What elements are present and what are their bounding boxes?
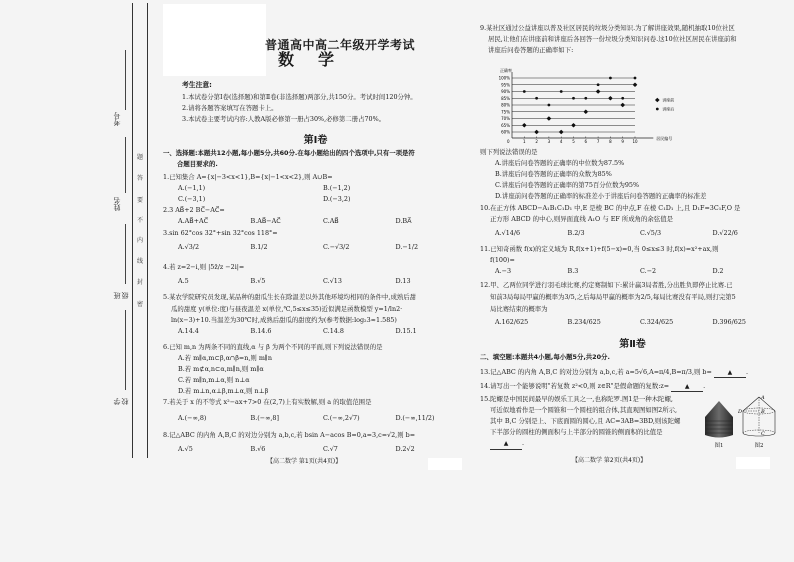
footer-blank-box: [736, 457, 770, 469]
section-2-title: 第Ⅱ卷: [619, 339, 646, 350]
option-d: D.BA⃗: [395, 217, 412, 225]
seal-char: 封: [136, 279, 143, 286]
seal-char: 不: [136, 217, 143, 224]
question-stem: 8.记△ABC 的内角 A,B,C 的对边分别为 a,b,c,若 bsin A−acos B=0,a=3,c=√2,则 b=: [163, 431, 416, 439]
answer-blank[interactable]: ▲: [490, 438, 522, 450]
exam-number-field[interactable]: [113, 50, 127, 130]
question-stem: 4.若 z=2−i,则 |5z̄/z −2i|=: [163, 263, 245, 271]
question-stem-line: 局比赛结束的概率为: [490, 305, 548, 313]
question-6: [163, 342, 468, 397]
option-d: D.√22/6: [712, 229, 738, 237]
svg-text:正确率: 正确率: [500, 68, 512, 73]
option-b: B.讲座后问卷答题的正确率的众数为85%: [495, 170, 612, 178]
svg-text:70%: 70%: [501, 116, 510, 121]
question-prompt: 则下列说法错误的是: [480, 148, 538, 156]
option-a: A.5: [178, 277, 189, 285]
question-4: [163, 262, 468, 287]
seal-char: 答: [136, 175, 143, 182]
question-8: [163, 430, 468, 455]
question-11: [480, 244, 785, 277]
svg-text:9: 9: [621, 139, 624, 144]
svg-text:讲座前: 讲座前: [662, 97, 675, 103]
class-field[interactable]: [113, 224, 127, 299]
exam-title: 普通高中高二年级开学考试: [265, 38, 416, 52]
svg-text:65%: 65%: [501, 122, 510, 128]
svg-text:90%: 90%: [501, 89, 510, 94]
svg-text:居民编号: 居民编号: [656, 136, 673, 141]
question-stem: 13.记△ABC 的内角 A,B,C 的对边分别为 a,b,c,若 a=5√6,A=π/4,B=π/3,则 b=: [480, 368, 712, 376]
option-c: C.√7: [323, 445, 338, 453]
question-stem-line: f(100)=: [490, 256, 515, 264]
candidate-notice: [182, 80, 467, 125]
option-d: D.396/625: [712, 318, 746, 326]
seal-char: 内: [136, 237, 143, 244]
page-2-footer: 【高二数学 第2页(共4页)】: [572, 457, 647, 464]
question-stem-line: 10.在正方体 ABCD−A₁B₁C₁D₁ 中,E 是棱 BC 的中点,F 在棱 C₁D₁ 上,且 D₁F=3C₁F,O 是: [480, 204, 741, 212]
option-d: D.13: [395, 277, 411, 285]
question-stem-line: 知前3局每局甲赢的概率为3/5,之后每局甲赢的概率为2/5,每局比赛没有平局,则打完第5: [490, 293, 736, 301]
svg-text:7: 7: [596, 139, 600, 144]
binding-strip: [0, 0, 150, 470]
cone-cylinder-diagram: [738, 394, 780, 440]
question-5: [163, 292, 468, 337]
blank-label-box: [163, 4, 266, 76]
answer-blank[interactable]: ▲: [671, 383, 703, 392]
svg-text:3: 3: [547, 139, 551, 144]
question-stem-line: 12.甲、乙两位同学进行羽毛球比赛,约定赛制如下:累计赢3局者胜,分出胜负即停止比赛.已: [480, 281, 733, 289]
svg-text:D: D: [738, 409, 743, 415]
svg-text:5: 5: [572, 139, 575, 144]
question-stem: 3.sin 62°cos 32°+sin 32°cos 118°=: [163, 229, 278, 237]
svg-text:6: 6: [584, 139, 588, 144]
section-1-title: 第Ⅰ卷: [303, 135, 328, 146]
seal-char: 密: [136, 301, 143, 308]
notice-heading: 考生注意:: [182, 81, 212, 89]
option-c: C.(−3,1): [178, 195, 206, 203]
question-stem-line: ln(x−3)+10.当温差为30℃时,成熟后甜瓜的甜度约为(参考数据:log₂3≈1.585): [171, 316, 397, 324]
svg-text:10: 10: [632, 139, 638, 144]
option-b: B.(−1,2): [323, 184, 351, 192]
option-b: B.2/3: [567, 229, 585, 237]
spinning-top-photo: [702, 400, 736, 440]
option-a: A.√5: [178, 445, 193, 453]
option-c: C.−√3/2: [323, 243, 350, 251]
question-stem-line: 讲座后问卷答题的正确率如下:: [488, 46, 574, 54]
notice-item: 3.本试卷主要考试内容:人教A版必修第一册占30%,必修第二册占70%。: [182, 115, 386, 123]
question-3: [163, 228, 468, 253]
svg-text:A: A: [761, 395, 765, 401]
question-stem-line: 瓜的甜度 y(单位:度)与昼夜温差 x(单位,℃,5≤x≤35)近似满足函数模型 y=1/ln2·: [171, 305, 403, 313]
question-stem-line: 9.某社区通过公益讲座以普及社区居民的垃圾分类知识.为了解讲座效果,随机抽取10位社区: [480, 24, 735, 32]
seal-char: 题: [136, 154, 143, 161]
option-c: C.(−∞,2√7): [323, 414, 360, 422]
option-b: B.√5: [250, 277, 266, 285]
accuracy-scatter-chart: [480, 68, 720, 148]
option-c: C.−2: [640, 267, 657, 275]
section-1-header: [163, 134, 468, 170]
svg-text:100%: 100%: [498, 75, 510, 81]
question-1: [163, 172, 468, 205]
question-13: 13.记△ABC 的内角 A,B,C 的对边分别为 a,b,c,若 a=5√6,A=π/4,B=π/3,则 b= ▲ .: [480, 367, 785, 378]
notice-item: 2.请将各题答案填写在答题卡上。: [182, 104, 278, 112]
option-a: A.(−1,1): [178, 184, 206, 192]
option-d: D.15.1: [395, 327, 417, 335]
option-a: A.√3/2: [178, 243, 200, 251]
section-2-header: [480, 338, 785, 363]
option-c: C.324/625: [640, 318, 674, 326]
option-b: B.1/2: [250, 243, 268, 251]
option-c: C.√5/3: [640, 229, 662, 237]
option-b: B.若 m⊄α,n⊂α,m∥n,则 m∥α: [178, 365, 264, 373]
question-stem-line: 正方形 ABCD 的中心,则异面直线 A₁O 与 EF 所成角的余弦值是: [490, 215, 673, 223]
notice-item: 1.本试卷分第Ⅰ卷(选择题)和第Ⅱ卷(非选择题)两部分,共150分。考试时间120分钟。: [182, 93, 417, 101]
exam-subject: 数学: [278, 50, 359, 69]
option-b: B.14.6: [250, 327, 272, 335]
question-15: 15.陀螺是中国民间最早的娱乐工具之一,也称陀罗.图1是一种木陀螺, 可近似地看作是一个圆锥和一个圆柱的组合体,其直观图如图2所示, 其中 B,C 分别是上、下底面圆的圆心,且 AC=3AB=3BD,则该陀螺 下半部分的圆柱的侧面积与上半部分的圆锥的侧面积的比值是 ▲ .: [480, 394, 695, 450]
page-1-footer: 【高二数学 第1页(共4页)】: [267, 458, 342, 465]
question-stem-line: 11.已知奇函数 f(x)的定义域为 R,f(x+1)+f(5−x)=0,当 0≤x≤3 时,f(x)=x²+ax,则: [480, 245, 719, 253]
binding-line-inner: [147, 3, 148, 458]
question-stem: 2.3 AB⃗+2 BC⃗−AC⃗=: [163, 206, 225, 214]
figure-2-label: 图2: [754, 442, 764, 449]
option-b: B.(−∞,8]: [250, 414, 279, 422]
question-stem-line: 其中 B,C 分别是上、下底面圆的圆心,且 AC=3AB=3BD,则该陀螺: [490, 417, 681, 425]
seal-char: 要: [136, 197, 143, 204]
question-stem-line: 下半部分的圆柱的侧面积与上半部分的圆锥的侧面积的比值是: [490, 428, 663, 436]
option-b: B.234/625: [567, 318, 601, 326]
option-b: B.√6: [250, 445, 266, 453]
question-14: 14.请写出一个能够说明"若复数 z²<0,则 z∈R"是假命题的复数:z= ▲ .: [480, 381, 785, 392]
option-c: C.√13: [323, 277, 342, 285]
option-a: A.讲座后问卷答题的正确率的中位数为87.5%: [495, 159, 625, 167]
section-2-instructions: 二、填空题:本题共4小题,每小题5分,共20分.: [480, 352, 610, 361]
chart-canvas: [480, 68, 720, 148]
question-12: [480, 280, 785, 328]
question-stem-line: 5.某农学院研究员发现,某品种的甜瓜生长在除温差以外其他环境均相同的条件中,成熟后甜: [163, 293, 417, 301]
option-a: A.162/625: [495, 318, 529, 326]
option-a: A.14.4: [178, 327, 199, 335]
question-stem: 6.已知 m,n 为两条不同的直线,α 与 β 为两个不同的平面,则下列说法错误的是: [163, 343, 383, 351]
question-stem: 7.若关于 x 的不等式 x²−ax+7>0 在(2,7)上有实数解,则 a 的取值范围是: [163, 398, 372, 406]
svg-text:讲座后: 讲座后: [662, 106, 675, 112]
svg-text:C: C: [761, 431, 765, 437]
option-b: B.AB⃗−AC⃗: [250, 217, 281, 225]
figure-1-wooden-top: [702, 400, 736, 449]
question-2: [163, 205, 468, 227]
figure-1-label: 图1: [714, 442, 724, 449]
option-d: D.2√2: [395, 445, 415, 453]
question-7: [163, 397, 468, 424]
question-9: [480, 23, 785, 56]
class-label: 班级: [113, 292, 129, 299]
name-label: 姓名: [113, 197, 121, 211]
svg-text:8: 8: [609, 139, 612, 144]
exam-number-label: 考号: [113, 112, 121, 126]
option-c: C.14.8: [323, 327, 344, 335]
svg-text:2: 2: [535, 139, 538, 144]
option-d: D.若 m⊥n,α⊥β,m⊥α,则 n⊥β: [178, 387, 269, 395]
option-d: D.(−3,2): [323, 195, 351, 203]
name-field[interactable]: [113, 137, 127, 212]
option-a: A.−3: [495, 267, 512, 275]
svg-text:75%: 75%: [501, 109, 510, 115]
question-stem-line: 15.陀螺是中国民间最早的娱乐工具之一,也称陀罗.图1是一种木陀螺,: [480, 395, 673, 403]
question-10: [480, 203, 785, 239]
svg-text:95%: 95%: [501, 82, 510, 88]
option-d: D.2: [712, 267, 724, 275]
question-9-options: [480, 147, 785, 202]
school-field[interactable]: [113, 310, 127, 405]
svg-text:85%: 85%: [501, 95, 510, 101]
section-1-instructions: 一、选择题:本题共12小题,每小题5分,共60分.在每小题给出的四个选项中,只有一项是符 合题目要求的.: [163, 148, 415, 168]
question-stem: 1.已知集合 A={x|−3<x<1},B={x|−1<x<2},则 A∪B=: [163, 173, 333, 181]
footer-blank-box: [428, 458, 462, 470]
option-a: A.AB⃗+AC⃗: [178, 217, 209, 225]
option-d: D.讲座前问卷答题的正确率的标准差小于讲座后问卷答题的正确率的标准差: [495, 192, 707, 200]
svg-text:B: B: [761, 409, 765, 415]
option-c: C.讲座后问卷答题的正确率的第75百分位数为95%: [495, 181, 640, 189]
seal-char: 线: [136, 258, 143, 265]
option-a: A.若 m∥α,m⊂β,α∩β=n,则 m∥n: [178, 354, 272, 362]
option-d: D.(−∞,11/2): [395, 414, 435, 422]
option-c: C.AB⃗: [323, 217, 339, 225]
option-a: A.√14/6: [495, 229, 521, 237]
school-label: 学校: [113, 398, 129, 405]
answer-blank[interactable]: ▲: [714, 369, 746, 378]
binding-line-outer: [132, 3, 133, 458]
figure-2-diagram: [738, 394, 780, 449]
option-a: A.(−∞,8): [178, 414, 207, 422]
svg-text:4: 4: [559, 139, 563, 144]
question-stem-line: 可近似地看作是一个圆锥和一个圆柱的组合体,其直观图如图2所示,: [490, 406, 678, 414]
question-stem: 14.请写出一个能够说明"若复数 z²<0,则 z∈R"是假命题的复数:z=: [480, 382, 670, 390]
svg-text:0: 0: [507, 139, 510, 144]
question-stem-line: 居民,让他们在讲座前和讲座后各回答一份垃圾分类知识问卷.这10位社区居民在讲座前和: [488, 35, 737, 43]
option-d: D.−1/2: [395, 243, 419, 251]
svg-text:60%: 60%: [501, 129, 510, 135]
svg-text:1: 1: [523, 139, 526, 144]
option-b: B.3: [567, 267, 579, 275]
svg-text:80%: 80%: [501, 102, 510, 108]
option-c: C.若 m∥n,m⊥α,则 n⊥α: [178, 376, 250, 384]
